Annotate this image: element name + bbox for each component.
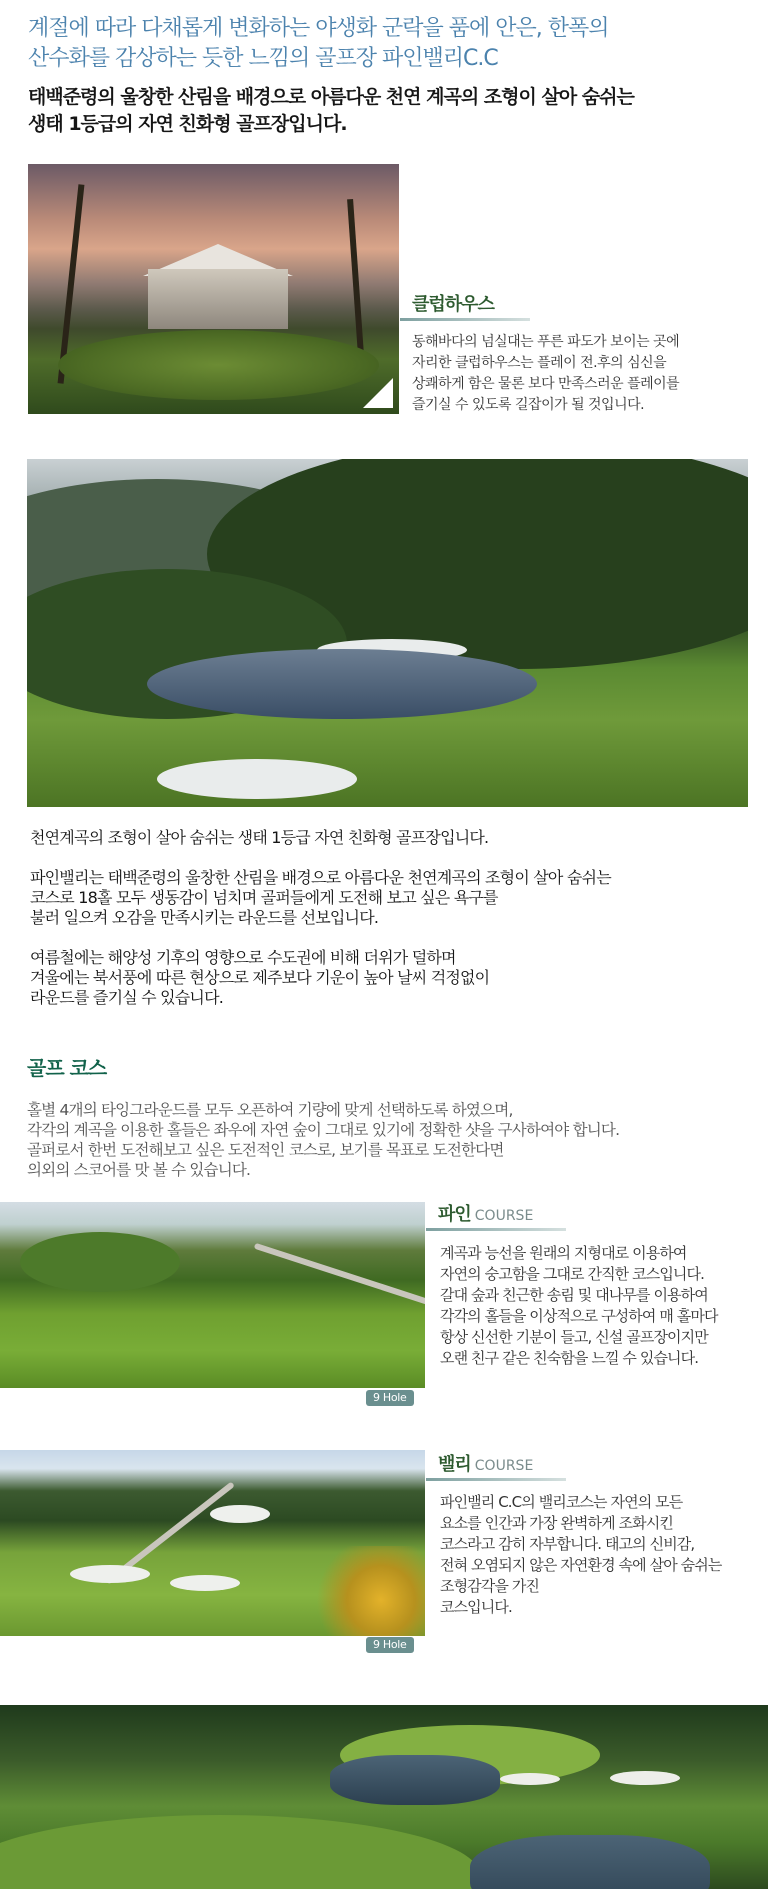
intro-paragraph xyxy=(30,868,750,928)
clubhouse-title: 클럽하우스 xyxy=(412,294,494,315)
desc-line: 즐기실 수 있도록 길잡이가 될 것입니다. xyxy=(412,397,645,413)
desc-line: 요소를 인간과 가장 완벽하게 조화시킨 xyxy=(440,1514,673,1532)
intro-paragraph xyxy=(30,828,750,848)
intro-line: 라운드를 즐기실 수 있습니다. xyxy=(30,988,224,1007)
title-underline xyxy=(426,1228,566,1231)
golf-landscape-photo xyxy=(27,459,748,807)
lawn-shape xyxy=(58,330,379,400)
pine-course-title xyxy=(438,1200,533,1226)
intro-paragraph xyxy=(30,948,750,1008)
lake-shape xyxy=(147,649,537,719)
intro-line: 파인밸리는 태백준령의 울창한 산림을 배경으로 아름다운 천연계곡의 조형이 살아 숨쉬는 xyxy=(30,868,611,887)
sand-bunker-shape xyxy=(500,1773,560,1785)
desc-line: 상쾌하게 함은 물론 보다 만족스러운 플레이를 xyxy=(412,376,680,392)
course-name: 밸리 xyxy=(438,1454,471,1475)
headline-line: 계절에 따라 다채롭게 변화하는 야생화 군락을 품에 안은, 한폭의 xyxy=(28,16,609,41)
desc-line: 갈대 숲과 친근한 송림 및 대나무를 이용하여 xyxy=(440,1286,708,1304)
desc-line: 항상 신선한 기분이 들고, 신설 골프장이지만 xyxy=(440,1328,708,1346)
cart-path-shape xyxy=(254,1243,425,1307)
desc-line: 각각의 홀들을 이상적으로 구성하여 매 홀마다 xyxy=(440,1307,718,1325)
tree-cluster-shape xyxy=(20,1232,180,1292)
intro-line: 천연계곡의 조형이 살아 숨쉬는 생태 1등급 자연 친화형 골프장입니다. xyxy=(30,828,489,847)
clubhouse-photo xyxy=(28,164,399,414)
aerial-course-photo xyxy=(0,1705,768,1889)
desc-line: 동해바다의 넘실대는 푸른 파도가 보이는 곳에 xyxy=(412,334,680,350)
title-underline xyxy=(400,318,530,321)
fairway-shape xyxy=(0,1815,480,1889)
valley-course-description xyxy=(440,1492,768,1618)
desc-line: 조형감각을 가진 xyxy=(440,1577,539,1595)
sand-bunker-shape xyxy=(157,759,357,799)
subhead-line: 태백준령의 울창한 산림을 배경으로 아름다운 천연 계곡의 조형이 살아 숨쉬는 xyxy=(28,86,634,108)
sand-bunker-shape xyxy=(170,1575,240,1591)
intro-line: 불러 일으켜 오감을 만족시키는 라운드를 선보입니다. xyxy=(30,908,379,927)
intro-line: 여름철에는 해양성 기후의 영향으로 수도권에 비해 더위가 덜하며 xyxy=(30,948,456,967)
golf-course-section-title: 골프 코스 xyxy=(27,1056,107,1080)
sand-bunker-shape xyxy=(210,1505,270,1523)
sand-bunker-shape xyxy=(610,1771,680,1785)
golf-course-description xyxy=(27,1100,757,1180)
valley-course-title xyxy=(438,1450,533,1476)
corner-triangle-icon xyxy=(363,378,393,408)
desc-line: 오랜 친구 같은 친숙함을 느낄 수 있습니다. xyxy=(440,1349,699,1367)
hole-count-badge: 9 Hole xyxy=(366,1637,414,1653)
desc-line: 골퍼로서 한번 도전해보고 싶은 도전적인 코스로, 보기를 목표로 도전한다면 xyxy=(27,1141,504,1159)
valley-course-photo xyxy=(0,1450,425,1636)
flower-field-shape xyxy=(315,1546,425,1636)
course-suffix: COURSE xyxy=(474,1458,534,1474)
desc-line: 자리한 클럽하우스는 플레이 전.후의 심신을 xyxy=(412,355,667,371)
pine-course-photo xyxy=(0,1202,425,1388)
desc-line: 전혀 오염되지 않은 자연환경 속에 살아 숨쉬는 xyxy=(440,1556,722,1574)
page-subheadline xyxy=(28,84,748,138)
desc-line: 파인밸리 C.C의 밸리코스는 자연의 모든 xyxy=(440,1493,683,1511)
palm-tree-shape xyxy=(347,199,365,369)
pond-shape xyxy=(330,1755,500,1805)
intro-line: 코스로 18홀 모두 생동감이 넘치며 골퍼들에게 도전해 보고 싶은 욕구를 xyxy=(30,888,498,907)
desc-line: 계곡과 능선을 원래의 지형대로 이용하여 xyxy=(440,1244,687,1262)
desc-line: 의외의 스코어를 맛 볼 수 있습니다. xyxy=(27,1161,251,1179)
sand-bunker-shape xyxy=(70,1565,150,1583)
clubhouse-building-shape xyxy=(148,269,288,329)
clubhouse-description xyxy=(412,332,752,416)
intro-line: 겨울에는 북서풍에 따른 현상으로 제주보다 기운이 높아 날씨 걱정없이 xyxy=(30,968,490,987)
headline-line: 산수화를 감상하는 듯한 느낌의 골프장 파인밸리C.C xyxy=(28,46,498,71)
course-suffix: COURSE xyxy=(474,1208,534,1224)
river-shape xyxy=(470,1835,710,1889)
pine-course-description xyxy=(440,1243,768,1369)
hole-count-badge: 9 Hole xyxy=(366,1390,414,1406)
subhead-line: 생태 1등급의 자연 친화형 골프장입니다. xyxy=(28,113,347,135)
title-underline xyxy=(426,1478,566,1481)
desc-line: 코스입니다. xyxy=(440,1598,512,1616)
desc-line: 각각의 계곡을 이용한 홀들은 좌우에 자연 숲이 그대로 있기에 정확한 샷을 구사하여야 합니다. xyxy=(27,1121,620,1139)
desc-line: 홀별 4개의 타잉그라운드를 모두 오픈하여 기량에 맞게 선택하도록 하였으며, xyxy=(27,1101,513,1119)
desc-line: 자연의 숭고함을 그대로 간직한 코스입니다. xyxy=(440,1265,704,1283)
desc-line: 코스라고 감히 자부합니다. 태고의 신비감, xyxy=(440,1535,695,1553)
course-name: 파인 xyxy=(438,1204,471,1225)
page-headline xyxy=(28,14,748,74)
